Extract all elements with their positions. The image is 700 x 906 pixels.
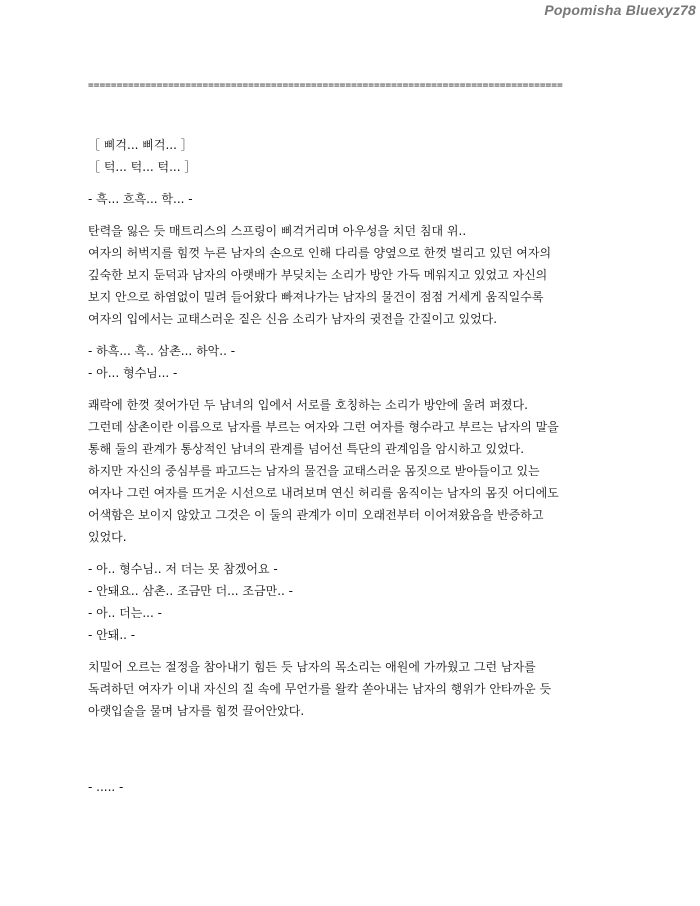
text-line: - 아.. 더는... - — [88, 606, 162, 620]
text-line: 독려하던 여자가 이내 자신의 질 속에 무언가를 왈칵 쏟아내는 남자의 행위가 안타까운 듯 — [88, 682, 552, 696]
text-line: 하지만 자신의 중심부를 파고드는 남자의 물건을 교태스러운 몸짓으로 받아들이고 있는 — [88, 464, 540, 478]
text-line: 깊숙한 보지 둔덕과 남자의 아랫배가 부딪치는 소리가 방안 가득 메워지고 있었고 자신의 — [88, 268, 548, 282]
text-line: 어색함은 보이지 않았고 그것은 이 둘의 관계가 이미 오래전부터 이어져왔음을 반증하고 — [88, 508, 544, 522]
text-line: - 안돼.. - — [88, 628, 136, 642]
separator-line: =================================================================================== — [88, 80, 563, 91]
text-line: - 안돼요.. 삼촌.. 조금만 더... 조금만.. - — [88, 584, 293, 598]
text-line: 통해 둘의 관계가 통상적인 남녀의 관계를 넘어선 특단의 관계임을 암시하고 있었다. — [88, 442, 525, 456]
narration-paragraph — [88, 656, 616, 722]
text-line: 그런데 삼촌이란 이름으로 남자를 부르는 여자와 그런 여자를 형수라고 부르는 남자의 말을 — [88, 420, 559, 434]
dialogue-block — [88, 776, 616, 798]
text-line: 여자의 허벅지를 힘껏 누른 남자의 손으로 인해 다리를 양옆으로 한껏 벌리고 있던 여자의 — [88, 246, 552, 260]
narration-paragraph — [88, 394, 616, 548]
text-line: 치밀어 오르는 절정을 참아내기 힘든 듯 남자의 목소리는 애원에 가까웠고 그런 남자를 — [88, 660, 536, 674]
text-line: 쾌락에 한껏 젖어가던 두 남녀의 입에서 서로를 호칭하는 소리가 방안에 울려 퍼졌다. — [88, 398, 528, 412]
narration-paragraph — [88, 220, 616, 330]
text-line: 탄력을 잃은 듯 매트리스의 스프링이 삐걱거리며 아우성을 치던 침대 위.. — [88, 224, 467, 238]
text-line: 아랫입술을 물며 남자를 힘껏 끌어안았다. — [88, 704, 305, 718]
text-line: - 아... 형수님... - — [88, 366, 178, 380]
text-line: 여자나 그런 여자를 뜨거운 시선으로 내려보며 연신 허리를 움직이는 남자의 몸짓 어디에도 — [88, 486, 559, 500]
watermark: Popomisha Bluexyz78 — [544, 2, 696, 18]
dialogue-block — [88, 340, 616, 384]
sound-effect-block — [88, 134, 616, 178]
text-line: 보지 안으로 하염없이 밀려 들어왔다 빠져나가는 남자의 물건이 점점 거세게 움직일수록 — [88, 290, 544, 304]
text-line: 여자의 입에서는 교태스러운 짙은 신음 소리가 남자의 귓전을 간질이고 있었다. — [88, 312, 498, 326]
text-line: - 아.. 형수님.. 저 더는 못 참겠어요 - — [88, 562, 278, 576]
text-line: ［ 턱... 턱... 턱... ］ — [88, 160, 197, 174]
document-body — [88, 80, 616, 808]
spacer — [88, 732, 616, 776]
dialogue-block — [88, 558, 616, 646]
text-line: - ..... - — [88, 780, 124, 794]
text-line: 있었다. — [88, 530, 127, 544]
text-line: - 하흑... 흑.. 삼촌... 하악.. - — [88, 344, 236, 358]
text-line: ［ 삐걱... 삐걱... ］ — [88, 138, 193, 152]
text-line: - 흑... 흐흑... 학... - — [88, 192, 193, 206]
dialogue-block — [88, 188, 616, 210]
